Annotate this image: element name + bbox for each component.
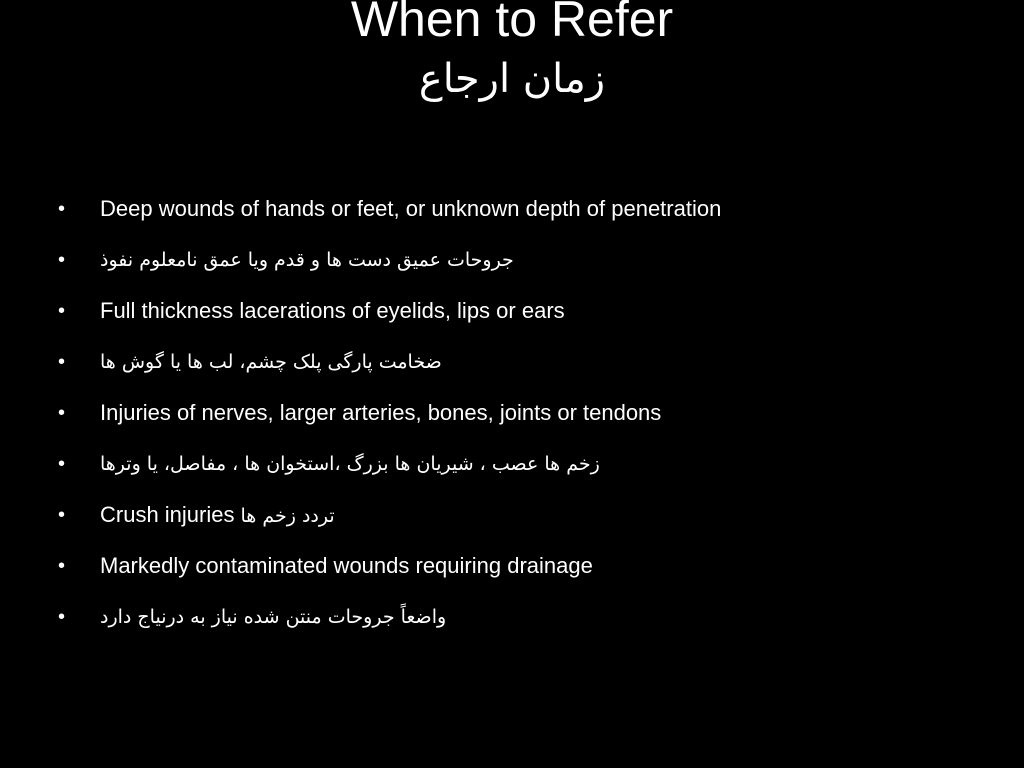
- slide-title: [0, 0, 1024, 108]
- bullet-text: Injuries of nerves, larger arteries, bones, joints or tendons: [100, 400, 662, 425]
- bullet-item: [58, 598, 988, 649]
- bullet-item: [58, 547, 988, 598]
- bullet-glyph: •: [58, 606, 66, 628]
- bullet-item: [58, 292, 988, 343]
- bullet-text-persian: تردد زخم ها: [240, 505, 335, 527]
- bullet-item: [58, 343, 988, 394]
- bullet-text: ضخامت پارگی پلک چشم، لب ها یا گوش ها: [100, 351, 442, 373]
- bullet-text-mixed: [100, 496, 335, 535]
- bullet-glyph: •: [58, 555, 66, 577]
- bullet-text: واضعاً جروحات منتن شده نیاز به درنیاج دارد: [100, 606, 447, 628]
- bullet-glyph: •: [58, 453, 66, 475]
- bullet-text-english: Crush injuries: [100, 502, 235, 527]
- bullet-text: جروحات عمیق دست ها و قدم ویا عمق نامعلوم نفوذ: [100, 249, 514, 271]
- bullet-glyph: •: [58, 198, 66, 220]
- bullet-item: [58, 241, 988, 292]
- bullet-list: [58, 190, 988, 649]
- title-persian: زمان ارجاع: [418, 56, 606, 102]
- bullet-item: [58, 394, 988, 445]
- bullet-text: Markedly contaminated wounds requiring drainage: [100, 553, 593, 578]
- bullet-text: زخم ها عصب ، شیریان ها بزرگ ،استخوان ها ، مفاصل، یا وترها: [100, 453, 600, 475]
- bullet-text: Deep wounds of hands or feet, or unknown depth of penetration: [100, 196, 722, 221]
- bullet-glyph: •: [58, 351, 66, 373]
- bullet-item: [58, 190, 988, 241]
- bullet-item: [58, 445, 988, 496]
- title-english: When to Refer: [350, 0, 674, 47]
- bullet-item: [58, 496, 988, 547]
- bullet-glyph: •: [58, 249, 66, 271]
- bullet-text: Full thickness lacerations of eyelids, lips or ears: [100, 298, 565, 323]
- bullet-glyph: •: [58, 300, 66, 322]
- bullet-glyph: •: [58, 504, 66, 526]
- bullet-glyph: •: [58, 402, 66, 424]
